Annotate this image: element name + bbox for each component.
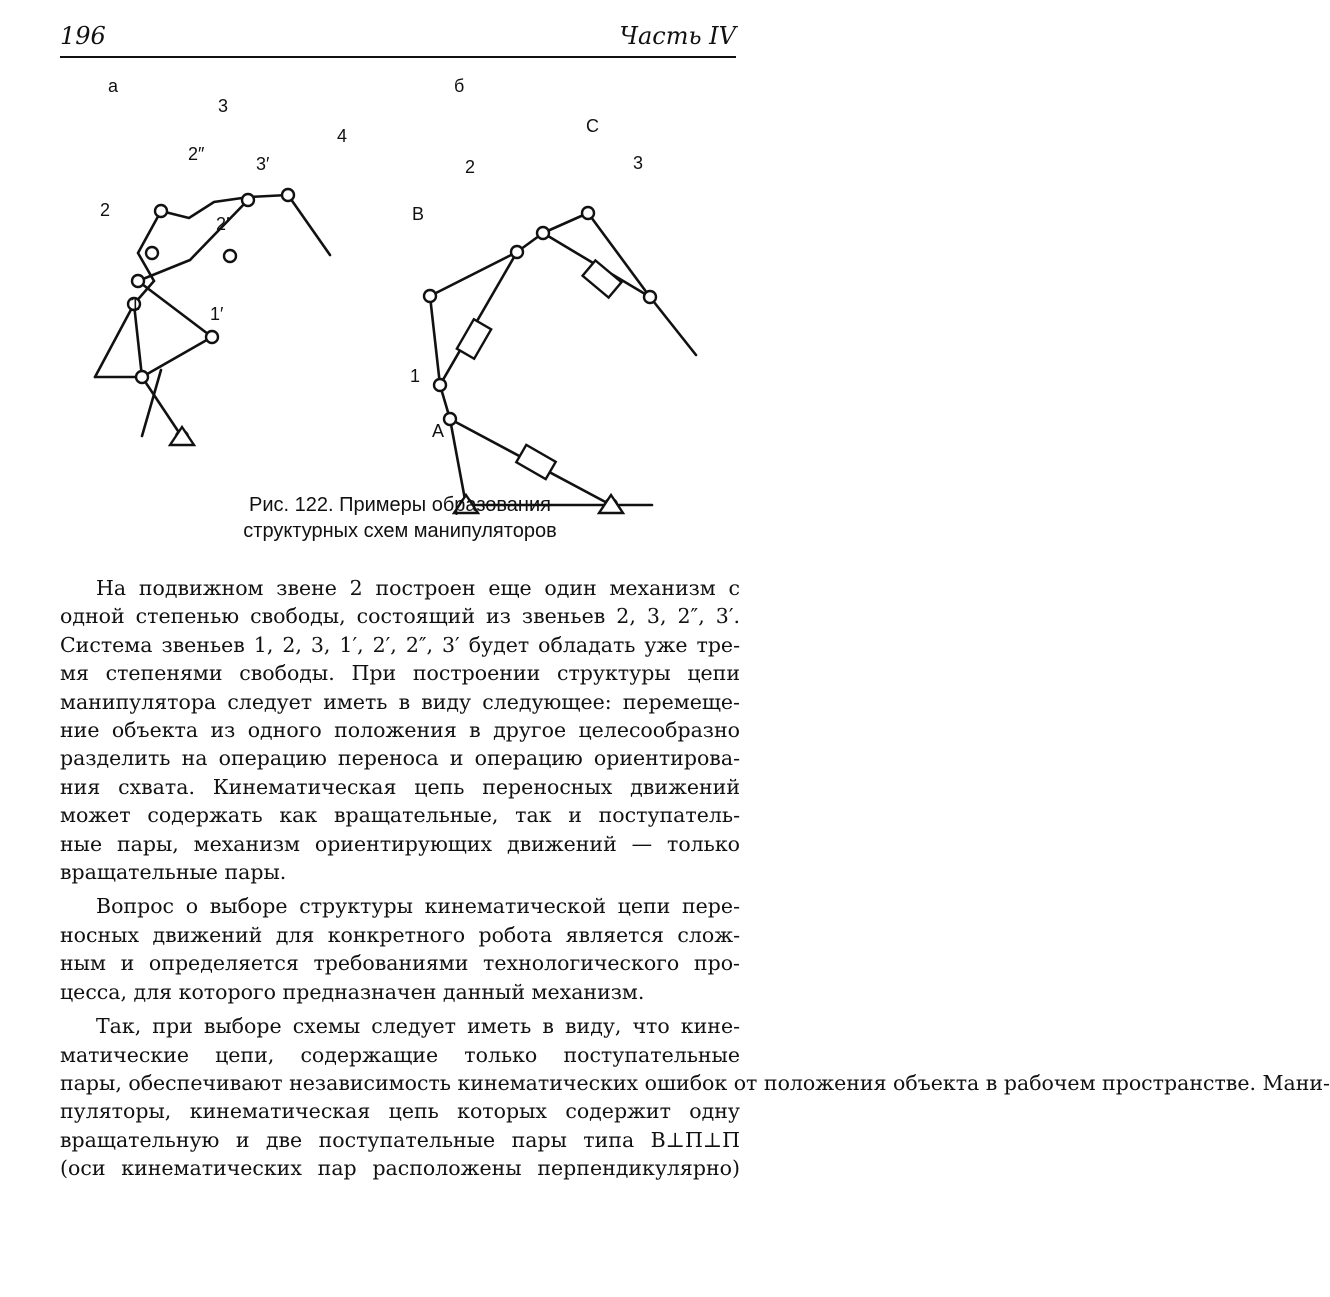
link-3-a: 3	[218, 96, 229, 116]
manipulator-diagrams	[60, 72, 740, 477]
text-line: цесса, для которого предназначен данный механизм.	[60, 979, 645, 1004]
text-line: Система звеньев 1, 2, 3, 1′, 2′, 2″, 3′ будет обладать уже тре-	[60, 632, 740, 657]
text-line: ния схвата. Кинематическая цепь переносных движений	[60, 774, 740, 799]
text-line: (оси кинематических пар расположены перпендикулярно)	[60, 1156, 740, 1181]
part-label: Часть IV	[619, 22, 736, 50]
page-number: 196	[60, 22, 106, 50]
text-line: разделить на операцию переноса и операцию ориентирова-	[60, 746, 740, 771]
text-line: ные пары, механизм ориентирующих движений — только	[60, 831, 740, 856]
figure-caption-line-2: структурных схем манипуляторов	[243, 520, 557, 542]
text-line: пары, обеспечивают независимость кинематических ошибок от положения объекта в рабочем пространстве. Мани-	[60, 1070, 1330, 1095]
panel-a-label: а	[108, 76, 119, 96]
link-2p-a: 2′	[216, 214, 230, 234]
text-line: одной степенью свободы, состоящий из звеньев 2, 3, 2″, 3′.	[60, 604, 740, 629]
text-line: носных движений для конкретного робота является слож-	[60, 922, 740, 947]
text-line: На подвижном звене 2 построен еще один механизм с	[96, 576, 740, 600]
text-line: вращательные пары.	[60, 860, 287, 885]
text-line: ным и определяется требованиями технологического про-	[60, 951, 740, 976]
point-b-b: B	[412, 204, 425, 224]
link-2pp-a: 2″	[188, 144, 205, 164]
running-head	[60, 22, 736, 58]
text-line: ние объекта из одного положения в другое целесообразно	[60, 718, 740, 743]
link-1p-a: 1′	[210, 304, 224, 324]
link-3-b: 3	[633, 153, 644, 173]
point-c-b: C	[586, 116, 599, 136]
panel-b-label: б	[454, 76, 465, 96]
text-line: матические цепи, содержащие только поступательные	[60, 1042, 740, 1067]
link-2-a: 2	[100, 200, 111, 220]
text-line: может содержать как вращательные, так и поступатель-	[60, 803, 740, 828]
link-1-a: 1	[130, 294, 141, 314]
figure-122	[60, 72, 740, 477]
link-1-b: 1	[410, 366, 421, 386]
link-2-b: 2	[465, 157, 476, 177]
text-line: мя степенями свободы. При построении структуры цепи	[60, 661, 740, 686]
body-text	[60, 574, 1330, 1183]
point-a-b: A	[432, 421, 445, 441]
link-3p-a: 3′	[256, 154, 270, 174]
text-line: Так, при выборе схемы следует иметь в виду, что кине-	[96, 1014, 740, 1039]
figure-caption-line-1: Рис. 122. Примеры образования	[249, 494, 551, 516]
text-line: манипулятора следует иметь в виду следующее: перемеще-	[60, 689, 740, 714]
link-4-a: 4	[337, 126, 348, 146]
text-line: Вопрос о выборе структуры кинематической цепи пере-	[96, 894, 740, 919]
text-line: вращательную и две поступательные пары типа В⊥П⊥П	[60, 1127, 740, 1152]
text-line: пуляторы, кинематическая цепь которых содержит одну	[60, 1099, 740, 1124]
